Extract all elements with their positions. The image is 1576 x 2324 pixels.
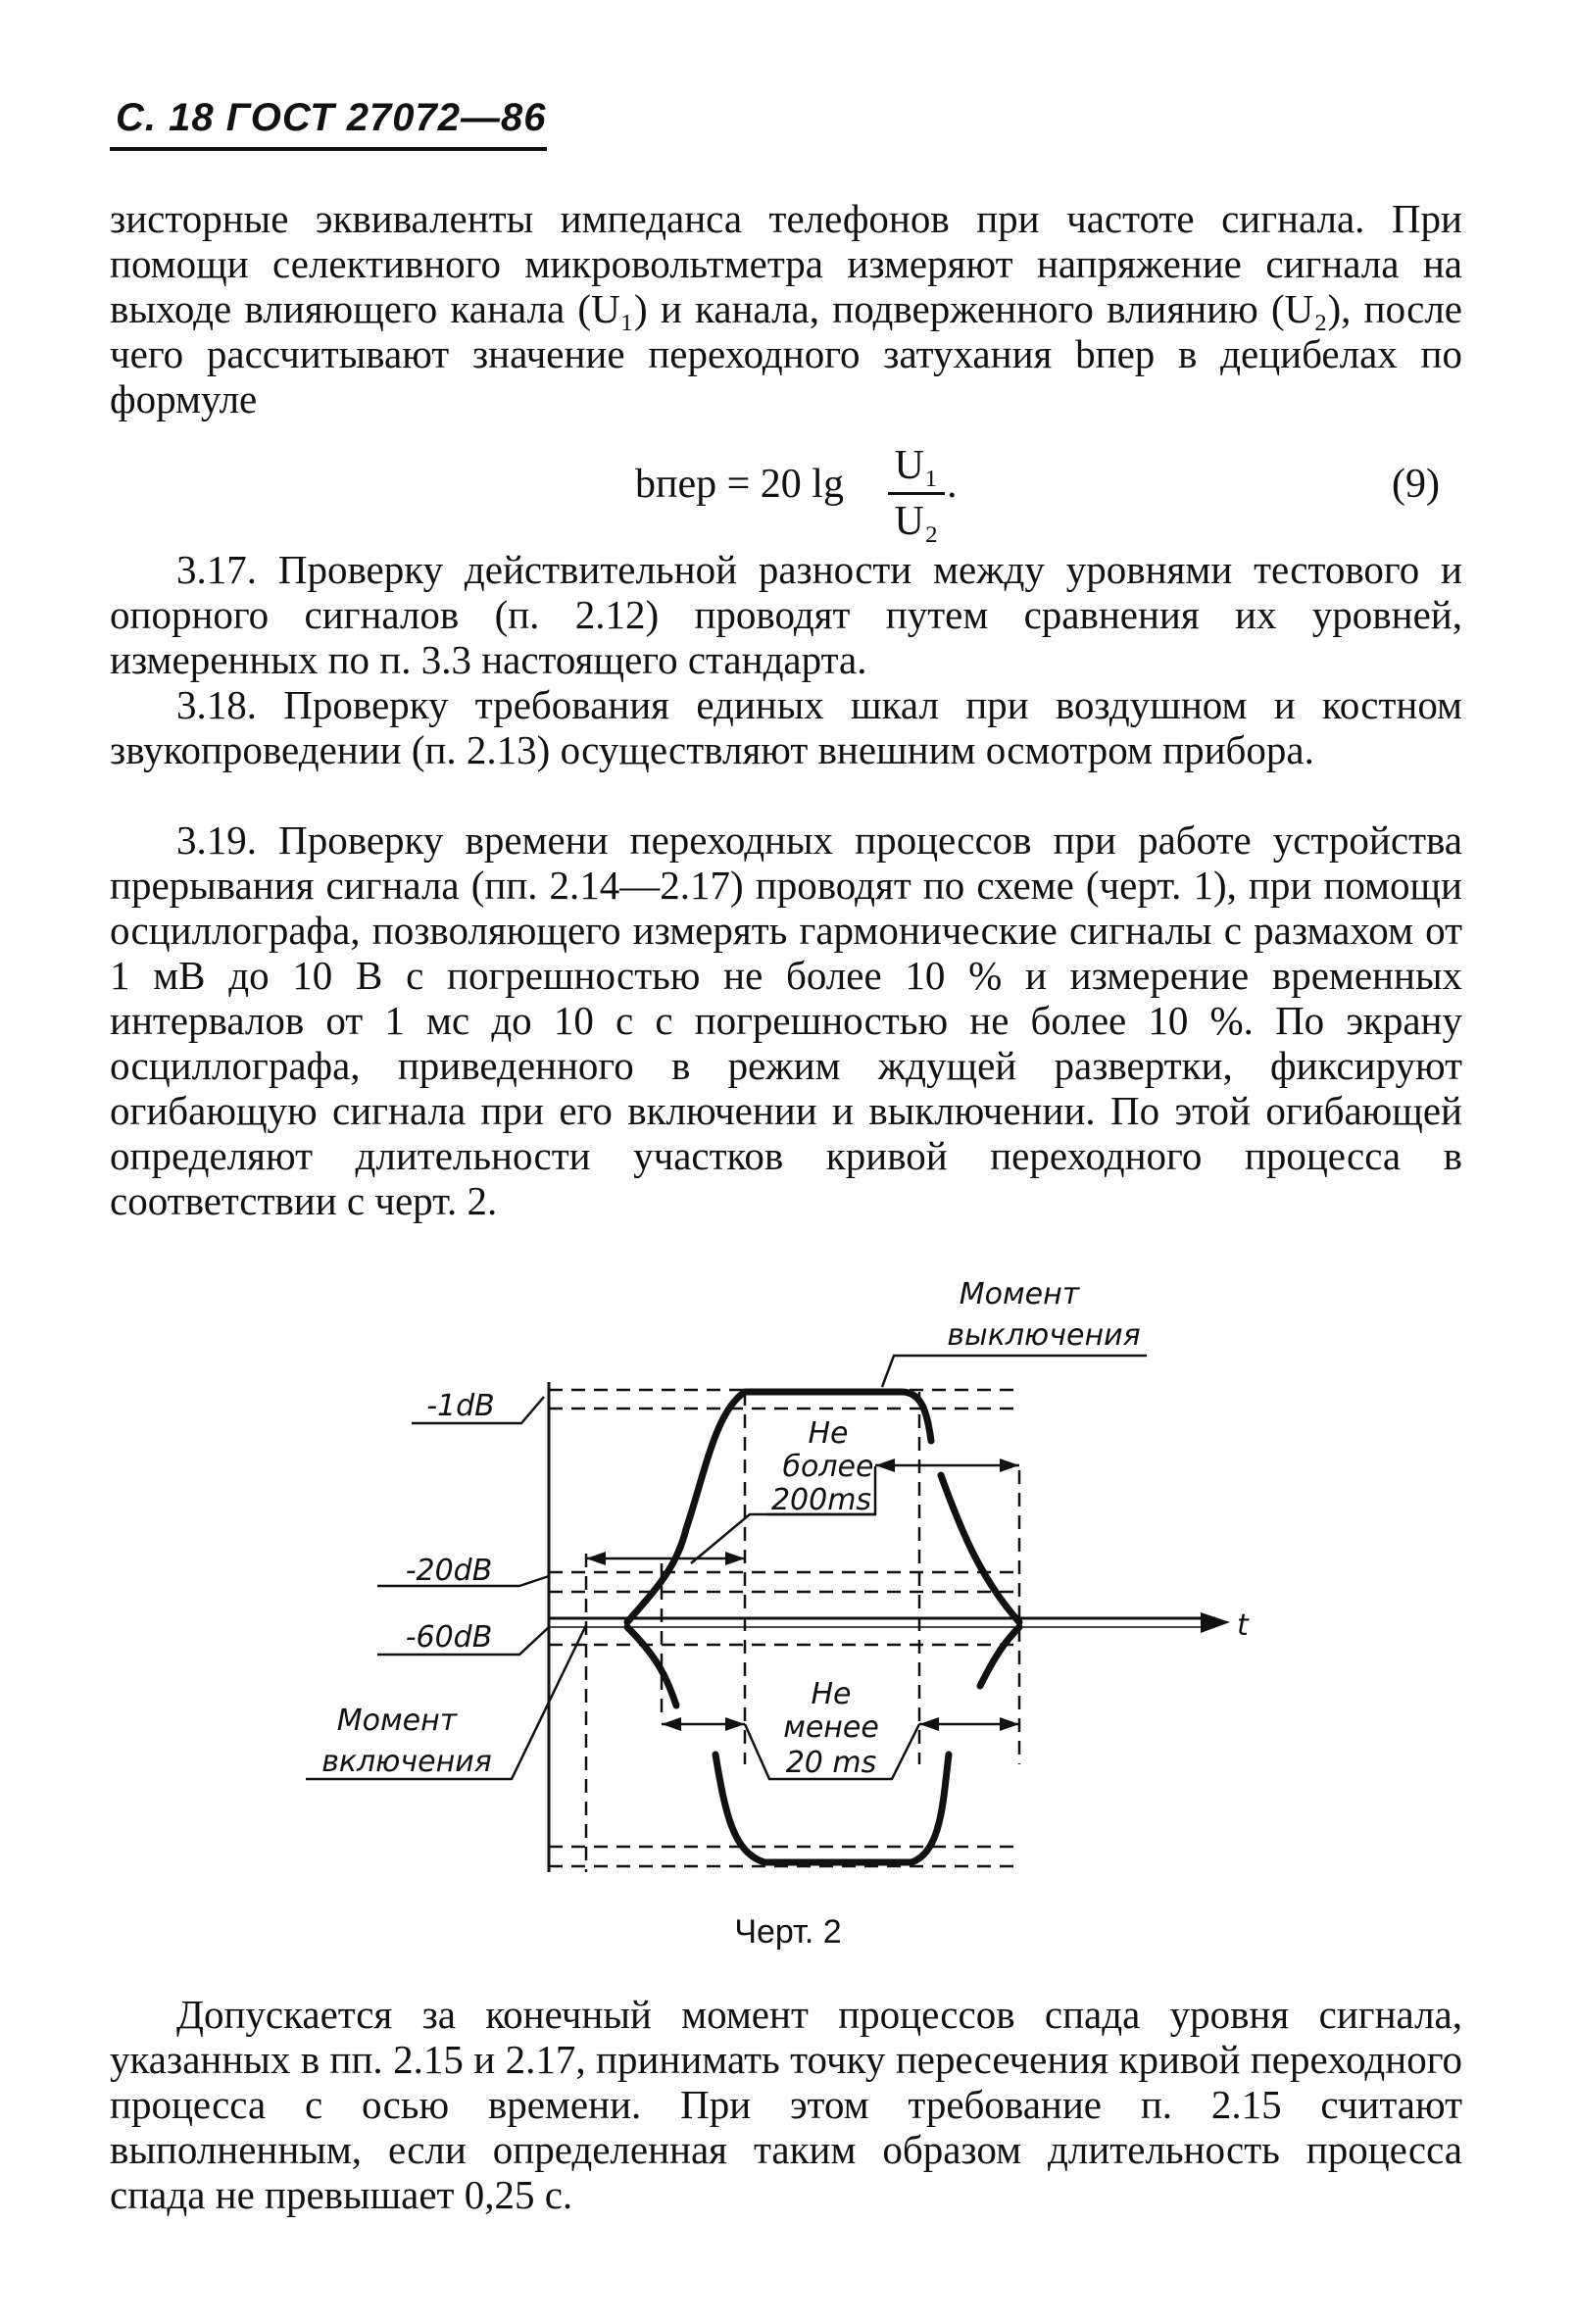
label-max-3: 200ms — [770, 1483, 872, 1517]
final-paragraph: Допускается за конечный момент процессов спада уровня сигнала, указанных в пп. 2.15 и 2.17, принимать точку пересечения кривой переходного процесса с осью времени. При этом требование п. 2.15 считают выполненным, если определенная таким образом длительность процесса спада не превышает 0,25 с. — [110, 1992, 1462, 2217]
label-20db: -20dB — [405, 1554, 493, 1588]
label-off-moment-2: выключения — [947, 1318, 1141, 1353]
label-min-1: Не — [811, 1677, 852, 1711]
arrowhead — [662, 1717, 681, 1731]
label-off-moment-1: Момент — [959, 1277, 1080, 1311]
formula-9 — [0, 443, 1576, 561]
label-on-moment-2: включения — [321, 1745, 492, 1779]
formula-number: (9) — [1392, 462, 1440, 507]
envelope-lower-off — [980, 1627, 1019, 1686]
intro-paragraph: зисторные эквиваленты импеданса телефонов при частоте сигнала. При помощи селективного микровольтметра измеряют напряжение сигнала на выходе влияющего канала (U₁) и канала, подверженного влиянию (U₂), после чего рассчитывают значение переходного затухания bпер в децибелах по формуле — [110, 196, 1462, 421]
header-rule — [110, 147, 547, 151]
arrowhead — [1000, 1459, 1019, 1472]
page-header: С. 18 ГОСТ 27072—86 — [116, 96, 547, 139]
envelope-lower-on — [627, 1627, 676, 1706]
figure-caption: Черт. 2 — [734, 1913, 842, 1951]
formula-numerator: U₁ — [894, 443, 939, 488]
arrowhead — [1000, 1717, 1019, 1731]
transient-diagram — [0, 1274, 1576, 1902]
label-on-moment-1: Момент — [336, 1704, 458, 1738]
arrowhead — [725, 1552, 745, 1565]
time-axis-arrow — [1201, 1612, 1230, 1633]
label-max-2: более — [782, 1450, 874, 1484]
formula-denominator: U₂ — [894, 499, 939, 544]
formula-lhs: bпер = 20 lg — [635, 462, 844, 507]
arrowhead — [875, 1459, 895, 1472]
formula-fraction — [888, 443, 945, 544]
paragraph-3-18: 3.18. Проверку требования единых шкал при воздушном и костном звукопроведении (п. 2.13) осуществляют внешним осмотром прибора. — [110, 682, 1462, 772]
paragraph-3-19: 3.19. Проверку времени переходных процессов при работе устройства прерывания сигнала (пп. 2.14—2.17) проводят по схеме (черт. 1), при помощи осциллографа, позволяющего измерять гармонические сигналы с размахом от 1 мВ до 10 В с погрешностью не более 10 % и измерение временных интервалов от 1 мс до 10 с с погрешностью не более 10 %. По экрану осциллографа, приведенного в режим ждущей развертки, фиксируют огибающую сигнала при его включении и выключении. По этой огибающей определяют длительности участков кривой переходного процесса в соответствии с черт. 2. — [110, 817, 1462, 1223]
label-min-3: 20 ms — [785, 1746, 877, 1780]
leader-off-moment — [882, 1356, 1147, 1387]
label-min-2: менее — [783, 1710, 879, 1745]
arrowhead — [586, 1552, 606, 1565]
label-axis-t: t — [1237, 1608, 1249, 1643]
envelope-upper-off — [941, 1475, 1019, 1622]
label-1db: -1dB — [426, 1389, 495, 1423]
label-60db: -60dB — [405, 1620, 493, 1655]
formula-dot: . — [947, 462, 958, 507]
arrowhead — [725, 1717, 745, 1731]
fraction-bar — [888, 492, 945, 495]
label-max-1: Не — [808, 1416, 849, 1451]
paragraph-3-17: 3.17. Проверку действительной разности между уровнями тестового и опорного сигналов (п. 2.12) проводят путем сравнения их уровней, измеренных по п. 3.3 настоящего стандарта. — [110, 547, 1462, 682]
arrowhead — [919, 1717, 939, 1731]
